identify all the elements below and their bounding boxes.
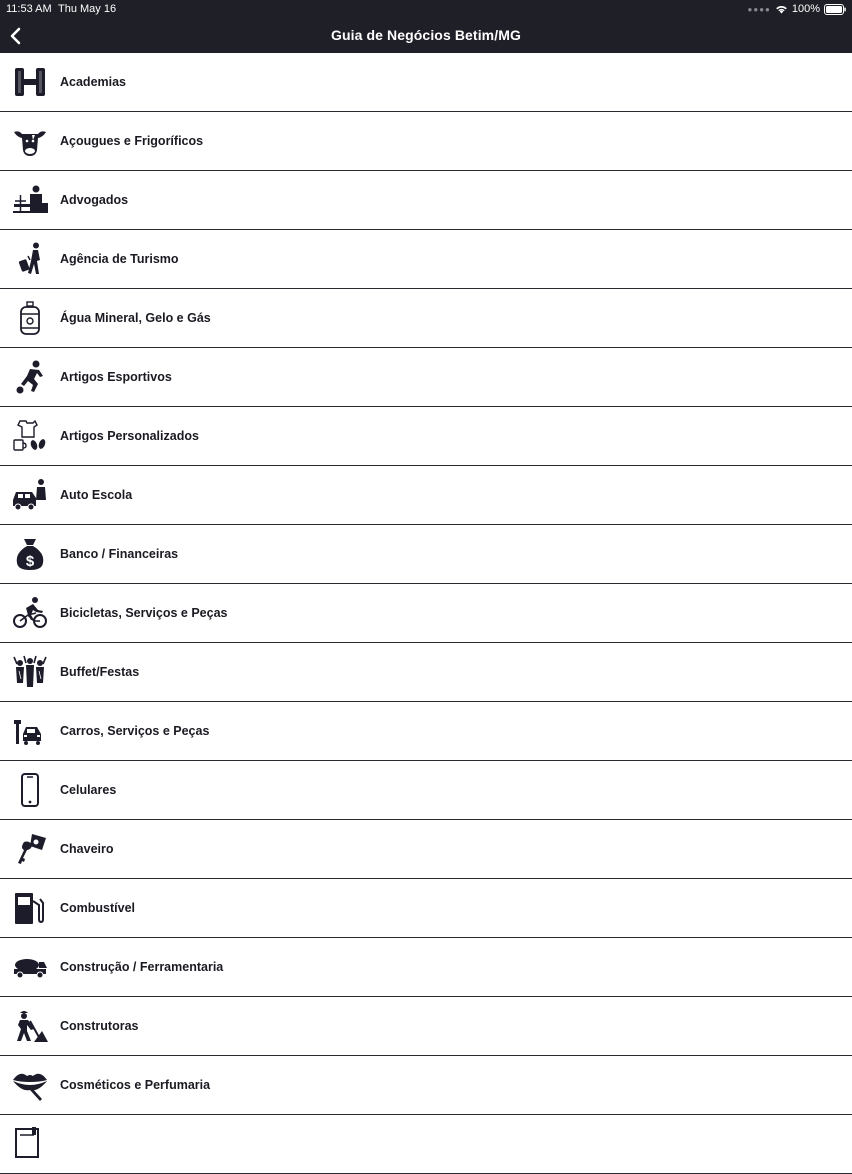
list-item[interactable] xyxy=(0,289,852,348)
list-item[interactable] xyxy=(0,1115,852,1174)
list-item-label: Auto Escola xyxy=(60,488,133,502)
traveler-icon xyxy=(12,242,48,276)
cow-icon xyxy=(12,124,48,158)
svg-text:$: $ xyxy=(25,553,35,570)
list-item-label: Açougues e Frigoríficos xyxy=(60,134,204,148)
list-item-label: Academias xyxy=(60,75,127,89)
list-item-label: Bicicletas, Serviços e Peças xyxy=(60,606,228,620)
wifi-icon xyxy=(775,4,788,14)
page-title: Guia de Negócios Betim/MG xyxy=(331,27,521,43)
list-item[interactable] xyxy=(0,466,852,525)
dumbbell-icon xyxy=(12,65,48,99)
list-item[interactable] xyxy=(0,1056,852,1115)
list-item[interactable] xyxy=(0,407,852,466)
document-icon xyxy=(12,1127,48,1161)
cement-truck-icon xyxy=(12,950,48,984)
status-indicators xyxy=(748,2,846,16)
list-item-label: Celulares xyxy=(60,783,117,797)
list-item[interactable] xyxy=(0,53,852,112)
signal-dots-icon: ●●●● xyxy=(747,4,771,14)
top-bar xyxy=(0,0,852,53)
list-item[interactable] xyxy=(0,230,852,289)
list-item[interactable] xyxy=(0,112,852,171)
battery-percent: 100% xyxy=(791,3,820,15)
list-item-label: Combustível xyxy=(60,901,136,915)
list-item-label: Chaveiro xyxy=(60,842,114,856)
list-item[interactable] xyxy=(0,997,852,1056)
list-item[interactable] xyxy=(0,938,852,997)
list-item[interactable] xyxy=(0,643,852,702)
list-item-label: Artigos Personalizados xyxy=(60,429,199,443)
lips-icon xyxy=(12,1068,48,1102)
list-item-label: Construtoras xyxy=(60,1019,139,1033)
list-item-label: Banco / Financeiras xyxy=(60,547,179,561)
list-item[interactable] xyxy=(0,702,852,761)
status-date: Thu May 16 xyxy=(58,3,117,15)
party-icon xyxy=(12,655,48,689)
lawyer-icon xyxy=(12,183,48,217)
list-item-label: Carros, Serviços e Peças xyxy=(60,724,210,738)
soccer-player-icon xyxy=(12,360,48,394)
list-item[interactable] xyxy=(0,879,852,938)
list-item[interactable] xyxy=(0,761,852,820)
list-item[interactable] xyxy=(0,525,852,584)
list-item-label: Agência de Turismo xyxy=(60,252,179,266)
list-item[interactable] xyxy=(0,820,852,879)
construction-worker-icon xyxy=(12,1009,48,1043)
smartphone-icon xyxy=(12,773,48,807)
list-item-label: Buffet/Festas xyxy=(60,665,140,679)
list-item[interactable] xyxy=(0,171,852,230)
list-item[interactable] xyxy=(0,584,852,643)
custom-items-icon xyxy=(12,419,48,453)
gas-cylinder-icon xyxy=(12,301,48,335)
list-item-label: Construção / Ferramentaria xyxy=(60,960,224,974)
list-item-label: Advogados xyxy=(60,193,129,207)
status-time: 11:53 AM xyxy=(6,3,52,15)
category-list xyxy=(0,53,852,1174)
fuel-pump-icon xyxy=(12,891,48,925)
list-item-label: Cosméticos e Perfumaria xyxy=(60,1078,211,1092)
key-icon xyxy=(12,832,48,866)
list-item-label: Água Mineral, Gelo e Gás xyxy=(60,311,211,325)
money-bag-icon xyxy=(12,537,48,571)
car-repair-icon xyxy=(12,714,48,748)
driving-school-icon xyxy=(12,478,48,512)
battery-icon xyxy=(824,4,846,15)
list-item[interactable] xyxy=(0,348,852,407)
cyclist-icon xyxy=(12,596,48,630)
list-item-label: Artigos Esportivos xyxy=(60,370,172,384)
